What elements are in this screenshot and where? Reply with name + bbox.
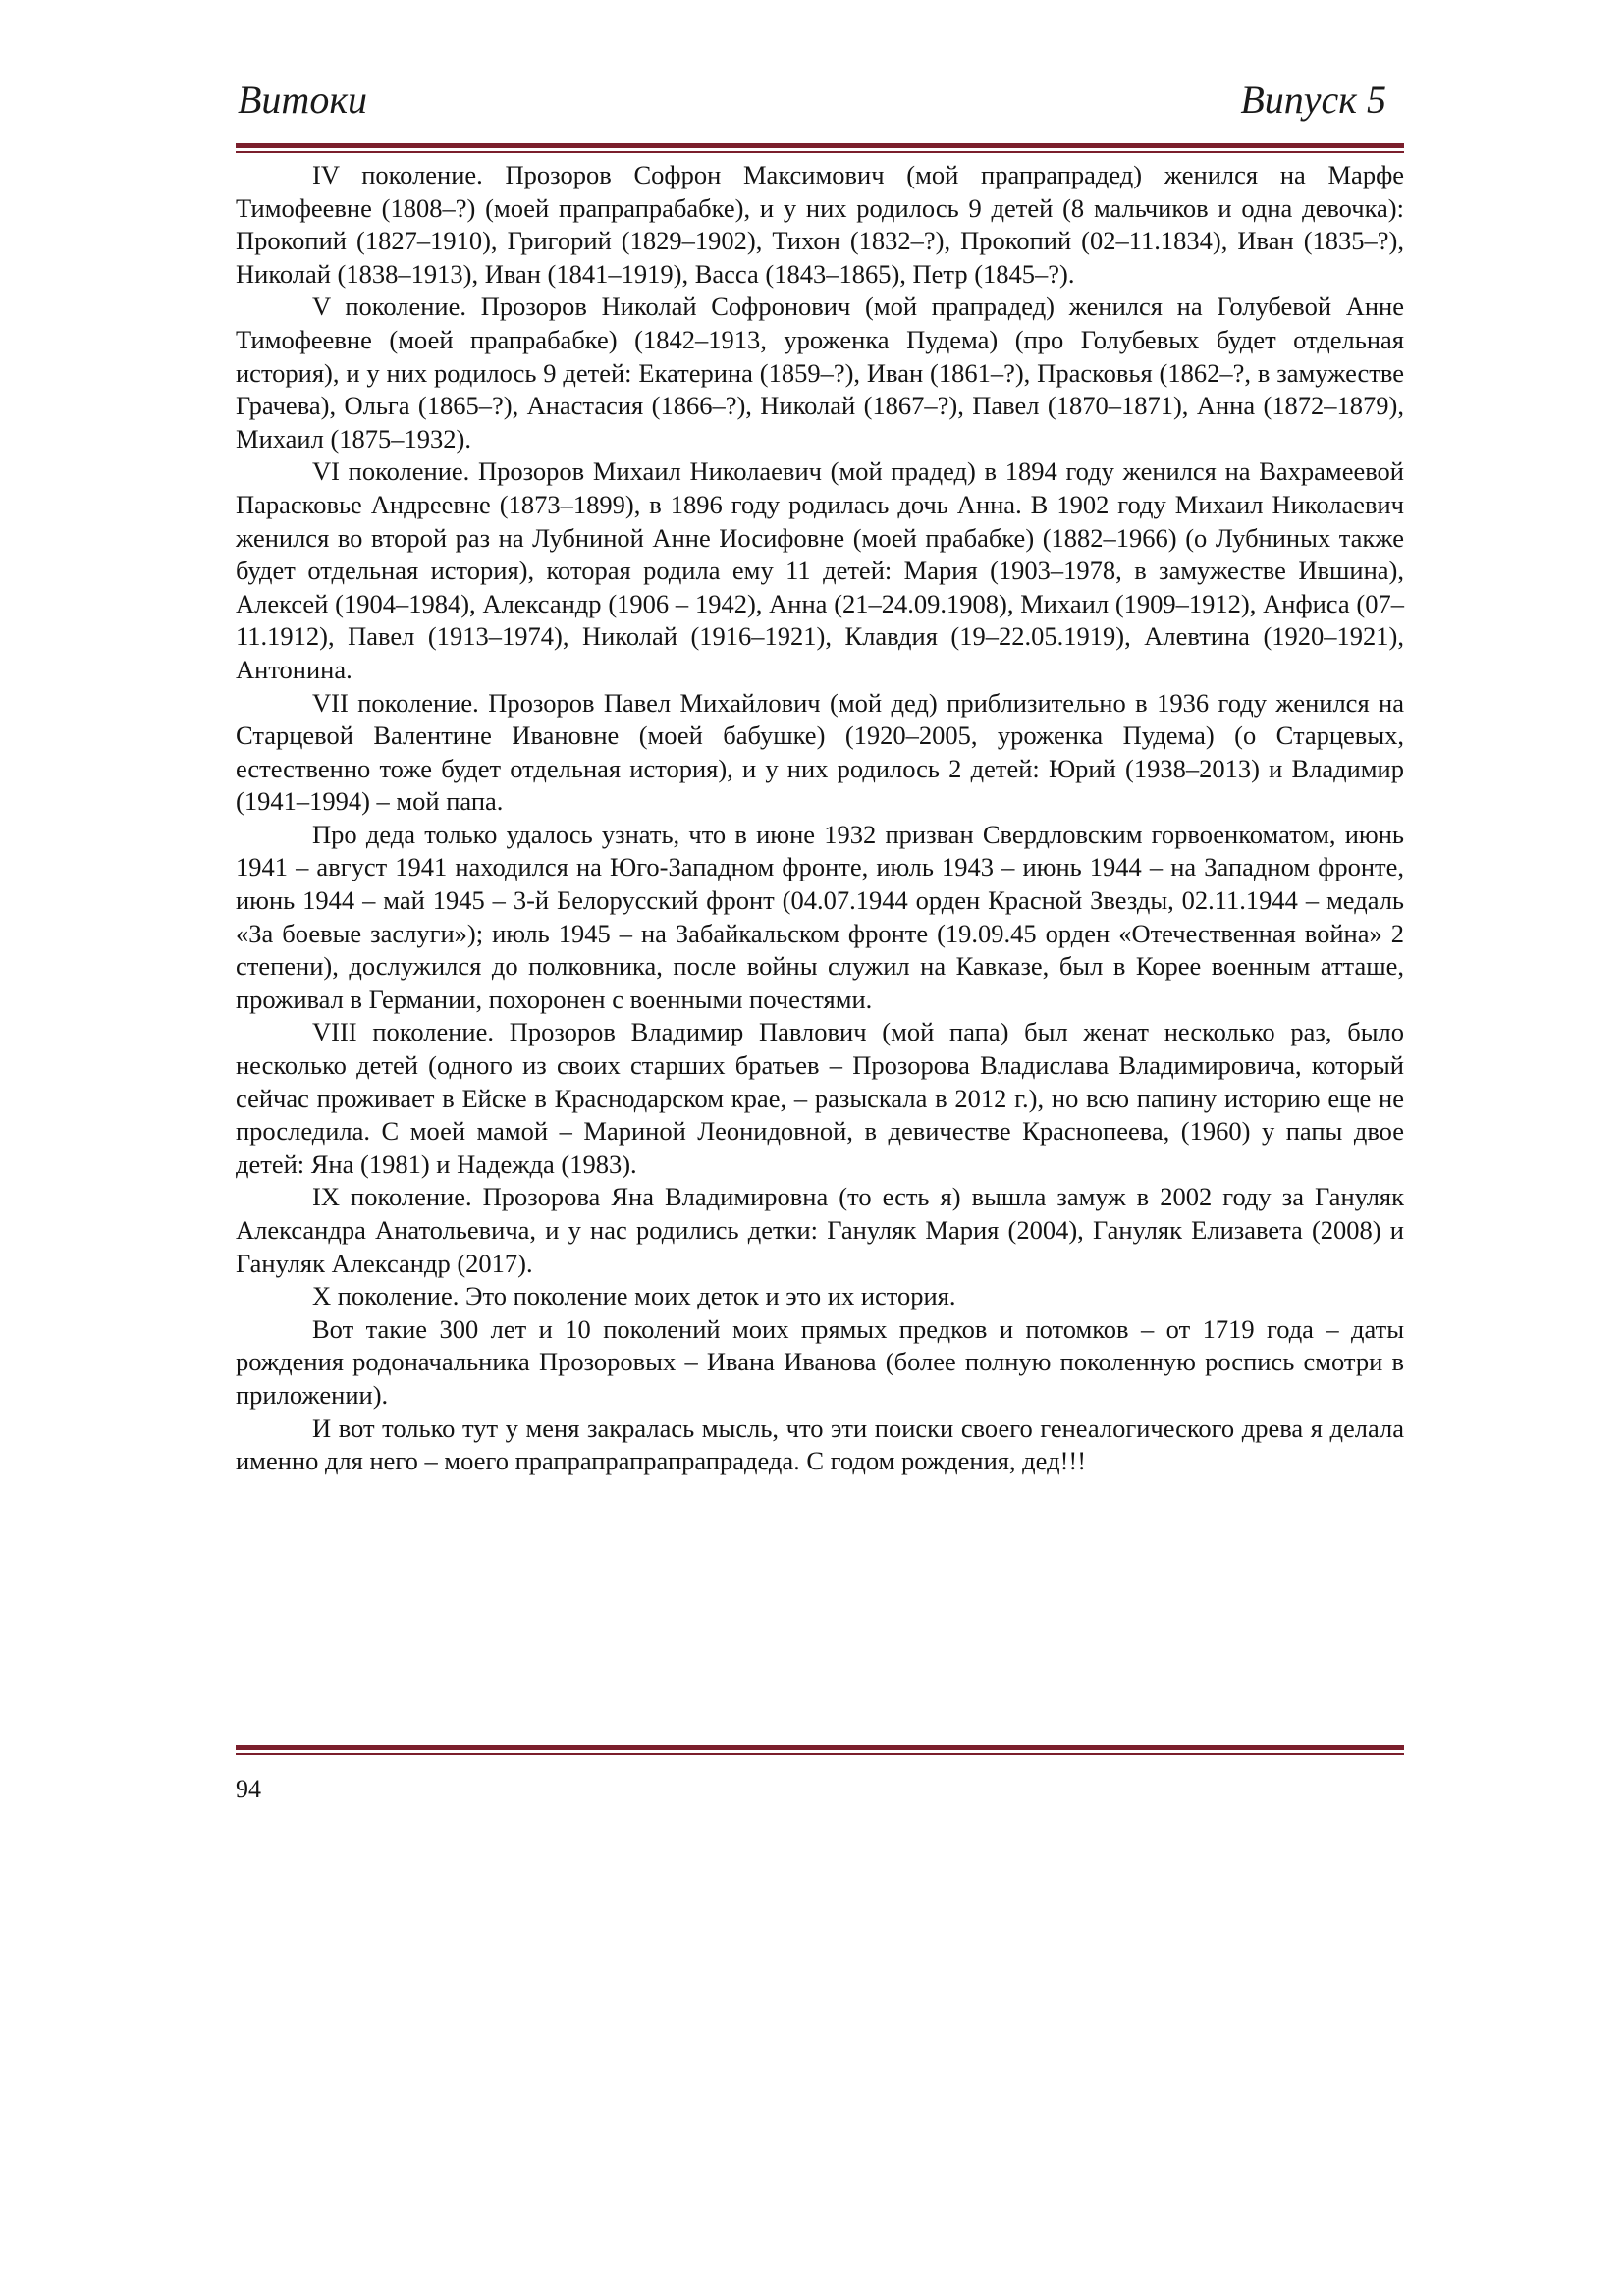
paragraph-summary: Вот такие 300 лет и 10 поколений моих прямых предков и потомков – от 1719 года – даты рождения родоначальника Прозоровых – Ивана Иванова (более полную поколенную роспись смотри в приложении). bbox=[236, 1313, 1404, 1410]
journal-title: Витоки bbox=[238, 78, 368, 122]
paragraph-generation-8: VIII поколение. Прозоров Владимир Павлович (мой папа) был женат несколько раз, было несколько детей (одного из своих старших братьев – Прозорова Владислава Владимировича, который сейчас проживает в Ейске в Краснодарском крае, – разыскала в 2012 г.), но всю папину историю еще не проследила. С моей мамой – Мариной Леонидовной, в девичестве Краснопеева, (1960) у папы двое детей: Яна (1981) и Надежда (1983). bbox=[236, 1017, 1404, 1179]
header-rule bbox=[236, 143, 1404, 153]
paragraph-generation-5: V поколение. Прозоров Николай Софронович (мой прапрадед) женился на Голубевой Анне Тимофеевне (моей прапрабабке) (1842–1913, уроженка Пудема) (про Голубевых будет отдельная история), и у них родилось 9 детей: Екатерина (1859–?), Иван (1861–?), Прасковья (1862–?, в замужестве Грачева), Ольга (1865–?), Анастасия (1866–?), Николай (1867–?), Павел (1870–1871), Анна (1872–1879), Михаил (1875–1932). bbox=[236, 292, 1404, 454]
paragraph-generation-9: IX поколение. Прозорова Яна Владимировна (то есть я) вышла замуж в 2002 году за Гануляк Александра Анатольевича, и у нас родились детки: Гануляк Мария (2004), Гануляк Елизавета (2008) и Гануляк Александр (2017). bbox=[236, 1182, 1404, 1278]
paragraph-conclusion: И вот только тут у меня закралась мысль, что эти поиски своего генеалогического древа я делала именно для него – моего прапрапрапрапрапрадеда. С годом рождения, дед!!! bbox=[236, 1413, 1404, 1476]
running-header bbox=[236, 73, 1386, 132]
paragraph-generation-6: VI поколение. Прозоров Михаил Николаевич (мой прадед) в 1894 году женился на Вахрамеевой Парасковье Андреевне (1873–1899), в 1896 году родилась дочь Анна. В 1902 году Михаил Николаевич женился во второй раз на Лубниной Анне Иосифовне (моей прабабке) (1882–1966) (о Лубниных также будет отдельная история), которая родила ему 11 детей: Мария (1903–1978, в замужестве Ившина), Алексей (1904–1984), Александр (1906 – 1942), Анна (21–24.09.1908), Михаил (1909–1912), Анфиса (07–11.1912), Павел (1913–1974), Николай (1916–1921), Клавдия (19–22.05.1919), Алевтина (1920–1921), Антонина. bbox=[236, 456, 1404, 684]
paragraph-grandfather-service: Про деда только удалось узнать, что в июне 1932 призван Свердловским горвоенкоматом, июнь 1941 – август 1941 находился на Юго-Западном фронте, июль 1943 – июнь 1944 – на Западном фронте, июнь 1944 – май 1945 – 3-й Белорусский фронт (04.07.1944 орден Красной Звезды, 02.11.1944 – медаль «За боевые заслуги»); июль 1945 – на Забайкальском фронте (19.09.45 орден «Отечественная война» 2 степени), дослужился до полковника, после войны служил на Кавказе, был в Корее военным атташе, проживал в Германии, похоронен с военными почестями. bbox=[236, 819, 1404, 1014]
article-body bbox=[236, 159, 1404, 1478]
paragraph-generation-10: X поколение. Это поколение моих деток и это их история. bbox=[312, 1281, 956, 1311]
issue-label: Випуск 5 bbox=[1240, 78, 1386, 122]
footer-rule bbox=[236, 1745, 1404, 1755]
page-number: 94 bbox=[236, 1775, 261, 1803]
paragraph-generation-4: IV поколение. Прозоров Софрон Максимович (мой прапрапрадед) женился на Марфе Тимофеевне (1808–?) (моей прапрапрабабке), и у них родилось 9 детей (8 мальчиков и одна девочка): Прокопий (1827–1910), Григорий (1829–1902), Тихон (1832–?), Прокопий (02–11.1834), Иван (1835–?), Николай (1838–1913), Иван (1841–1919), Васса (1843–1865), Петр (1845–?). bbox=[236, 160, 1404, 289]
paragraph-generation-7: VII поколение. Прозоров Павел Михайлович (мой дед) приблизительно в 1936 году женился на Старцевой Валентине Ивановне (моей бабушке) (1920–2005, уроженка Пудема) (о Старцевых, естественно тоже будет отдельная история), и у них родилось 2 детей: Юрий (1938–2013) и Владимир (1941–1994) – мой папа. bbox=[236, 687, 1404, 817]
